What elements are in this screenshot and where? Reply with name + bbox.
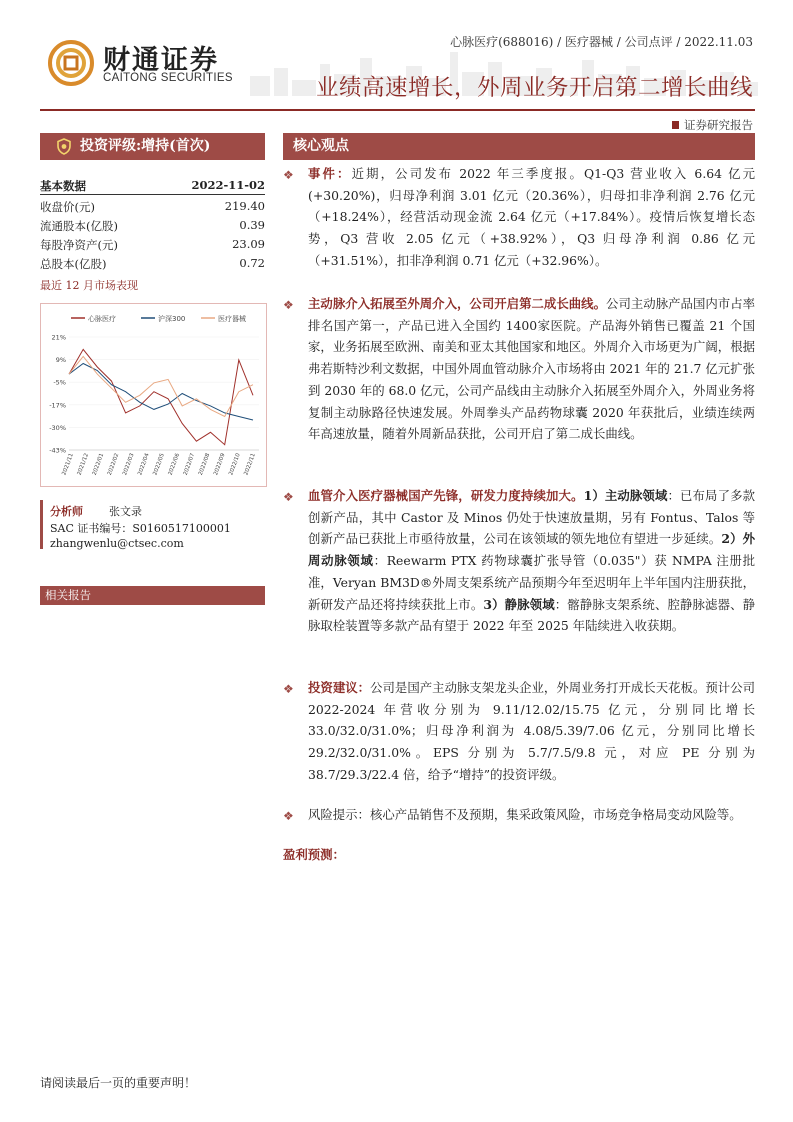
para-keyword: 2）外周动脉领域 <box>308 531 755 569</box>
related-reports-label: 相关报告 <box>45 588 91 602</box>
report-title: 业绩高速增长，外周业务开启第二增长曲线 <box>315 75 753 101</box>
x-tick-label: 2022/03 <box>122 452 136 477</box>
rating-bar <box>40 133 265 160</box>
y-tick-label: -17% <box>49 401 66 410</box>
diamond-bullet-icon: ❖ <box>283 168 294 182</box>
data-row-value: 0.39 <box>239 218 265 232</box>
x-tick-label: 2022/09 <box>213 452 227 477</box>
data-row <box>40 199 265 215</box>
diamond-bullet-icon: ❖ <box>283 490 294 504</box>
x-tick-label: 2021/12 <box>76 452 91 477</box>
para-text: ：髂静脉支架系统、腔静脉滤器、静脉取栓装置等多款产品有望于 2022 年至 2025 年陆续进入收获期。 <box>308 596 756 634</box>
y-tick-label: -43% <box>49 446 66 455</box>
series-line <box>69 364 253 421</box>
x-tick-label: 2022/07 <box>182 452 197 477</box>
data-row <box>40 256 265 272</box>
core-view-bar <box>283 133 755 160</box>
basic-data-rule <box>40 194 265 195</box>
para-keyword: 1）主动脉领域 <box>583 488 668 503</box>
paragraph-risk <box>308 804 755 826</box>
para-lead: 投资建议： <box>308 680 371 695</box>
x-tick-label: 2022/05 <box>152 452 166 477</box>
para-text: ：已布局了多款创新产品，其中 Castor 及 Minos 仍处于快速放量期，另有 Fontus、Talos 等创新产品已获批上市亟待放量，公司在该领域的领先地位有望进一步延续。 <box>308 488 756 547</box>
x-tick-label: 2022/08 <box>197 452 212 477</box>
logo-english-text: CAITONG SECURITIES <box>103 72 233 84</box>
legend-label: 心脉医疗 <box>88 315 116 323</box>
analyst-name: 张文录 <box>109 505 142 518</box>
analyst-sac-number: SAC 证书编号：S0160517100001 <box>50 522 231 535</box>
data-row-label: 每股净资产(元) <box>40 238 118 252</box>
y-tick-label: -5% <box>53 378 66 387</box>
x-tick-label: 2022/02 <box>106 452 121 477</box>
market-performance-chart <box>40 303 267 487</box>
data-row-label: 收盘价(元) <box>40 200 95 214</box>
series-line <box>69 349 253 444</box>
logo-chinese-text: 财通证券 <box>103 45 219 76</box>
x-tick-label: 2022/10 <box>228 452 242 477</box>
para-text: 近期，公司发布 2022 年三季度报。Q1-Q3 营业收入 6.64 亿元(+30.20%)，归母净利润 3.01 亿元（20.36%），归母扣非净利润 2.76 亿元（+18.24%），经营活动现金流 2.64 亿元（+17.84%）。疫情后恢复增长态势，Q3 营收 2.05 亿元（+38.92%），Q3 归母净利润 0.86 亿元（+31.51%），扣非净利润 0.71 亿元（+32.96%）。 <box>308 166 755 268</box>
para-text: ：Reewarm PTX 药物球囊扩张导管（0.035"）获 NMPA 注册批准，Veryan BM3D®外周支架系统产品预期今年至迟明年上半年国内注册获批，新研发产品还将持续获批上市。 <box>308 553 756 612</box>
rating-text: 投资评级:增持(首次) <box>80 138 211 154</box>
analyst-accent-bar <box>40 500 43 549</box>
para-lead: 事件： <box>308 166 352 181</box>
core-view-title: 核心观点 <box>293 138 349 154</box>
data-row-value: 23.09 <box>232 237 265 251</box>
paragraph-growth-curve <box>308 293 755 445</box>
caitong-logo-icon <box>48 40 94 86</box>
para-text: 风险提示：核心产品销售不及预期，集采政策风险，市场竞争格局变动风险等。 <box>308 807 742 822</box>
report-type-label <box>672 117 753 133</box>
para-text: 公司是国产主动脉支架龙头企业，外周业务打开成长天花板。预计公司 2022-2024 年营收分别为 9.11/12.02/15.75 亿元，分别同比增长 33.0/32.0/31.0%；归母净利润为 4.08/5.39/7.06 亿元，分别同比增长 29.2/32.0/31.0%。EPS 分别为 5.7/7.5/9.8 元，对应 PE 分别为 38.7/29.3/22.4 倍，给予“增持”的投资评级。 <box>308 680 756 782</box>
data-row-value: 0.72 <box>239 256 265 270</box>
data-row-value: 219.40 <box>224 199 265 213</box>
legend-label: 医疗器械 <box>218 315 246 323</box>
chart-caption: 最近 12 月市场表现 <box>40 279 138 292</box>
paragraph-rnd <box>308 485 755 637</box>
para-lead: 主动脉介入拓展至外周介入，公司开启第二成长曲线。 <box>308 296 607 311</box>
analyst-email: zhangwenlu@ctsec.com <box>50 537 184 550</box>
report-meta-line: 心脉医疗(688016) / 医疗器械 / 公司点评 / 2022.11.03 <box>450 35 753 49</box>
x-tick-label: 2021/11 <box>61 452 75 477</box>
data-row-label: 流通股本(亿股) <box>40 219 118 233</box>
x-tick-label: 2022/01 <box>91 452 106 477</box>
x-tick-label: 2022/11 <box>243 452 257 477</box>
y-tick-label: 9% <box>55 356 66 365</box>
square-bullet-icon <box>672 121 679 129</box>
para-keyword: 3）静脉领域 <box>483 596 555 612</box>
footer-disclaimer: 请阅读最后一页的重要声明！ <box>40 1076 197 1090</box>
analyst-label: 分析师 <box>50 505 83 518</box>
basic-data-title: 基本数据 <box>40 179 86 193</box>
diamond-bullet-icon: ❖ <box>283 809 294 823</box>
x-tick-label: 2022/04 <box>137 452 151 477</box>
legend-label: 沪深300 <box>158 315 186 323</box>
y-tick-label: 21% <box>51 333 66 342</box>
data-row <box>40 218 265 234</box>
basic-data-date: 2022-11-02 <box>191 178 265 192</box>
y-tick-label: -30% <box>49 423 66 432</box>
para-text: 公司主动脉产品国内市占率排名国产第一，产品已进入全国约 1400家医院。产品海外销售已覆盖 21 个国家，业务拓展至欧洲、南美和亚太其他国家和地区。外周介入市场更为广阔，根据弗若斯特沙利文数据，中国外周血管动脉介入市场将由 2021 年的 21.7 亿元扩张到 2030 年的 68.0 亿元，公司产品线由主动脉介入拓展至外周介入，外周业务将复制主动脉路径快速发展。外周拳头产品药物球囊 2020 年获批后，业绩连续两年高速放量，随着外周新品获批，公司开启了第二成长曲线。 <box>308 296 756 442</box>
para-lead: 血管介入医疗器械国产先锋，研发力度持续加大。 <box>308 488 584 503</box>
paragraph-investment <box>308 677 755 786</box>
shield-icon <box>56 138 72 155</box>
chart-canvas <box>41 304 266 486</box>
data-row <box>40 237 265 253</box>
diamond-bullet-icon: ❖ <box>283 298 294 312</box>
data-row-label: 总股本(亿股) <box>40 257 107 271</box>
diamond-bullet-icon: ❖ <box>283 682 294 696</box>
forecast-label: 盈利预测： <box>283 847 345 862</box>
x-tick-label: 2022/06 <box>167 452 182 477</box>
header-rule <box>40 109 755 111</box>
related-reports-bar <box>40 586 265 605</box>
paragraph-event <box>308 163 755 272</box>
basic-data-header <box>40 178 265 194</box>
report-type-text: 证券研究报告 <box>684 118 753 132</box>
